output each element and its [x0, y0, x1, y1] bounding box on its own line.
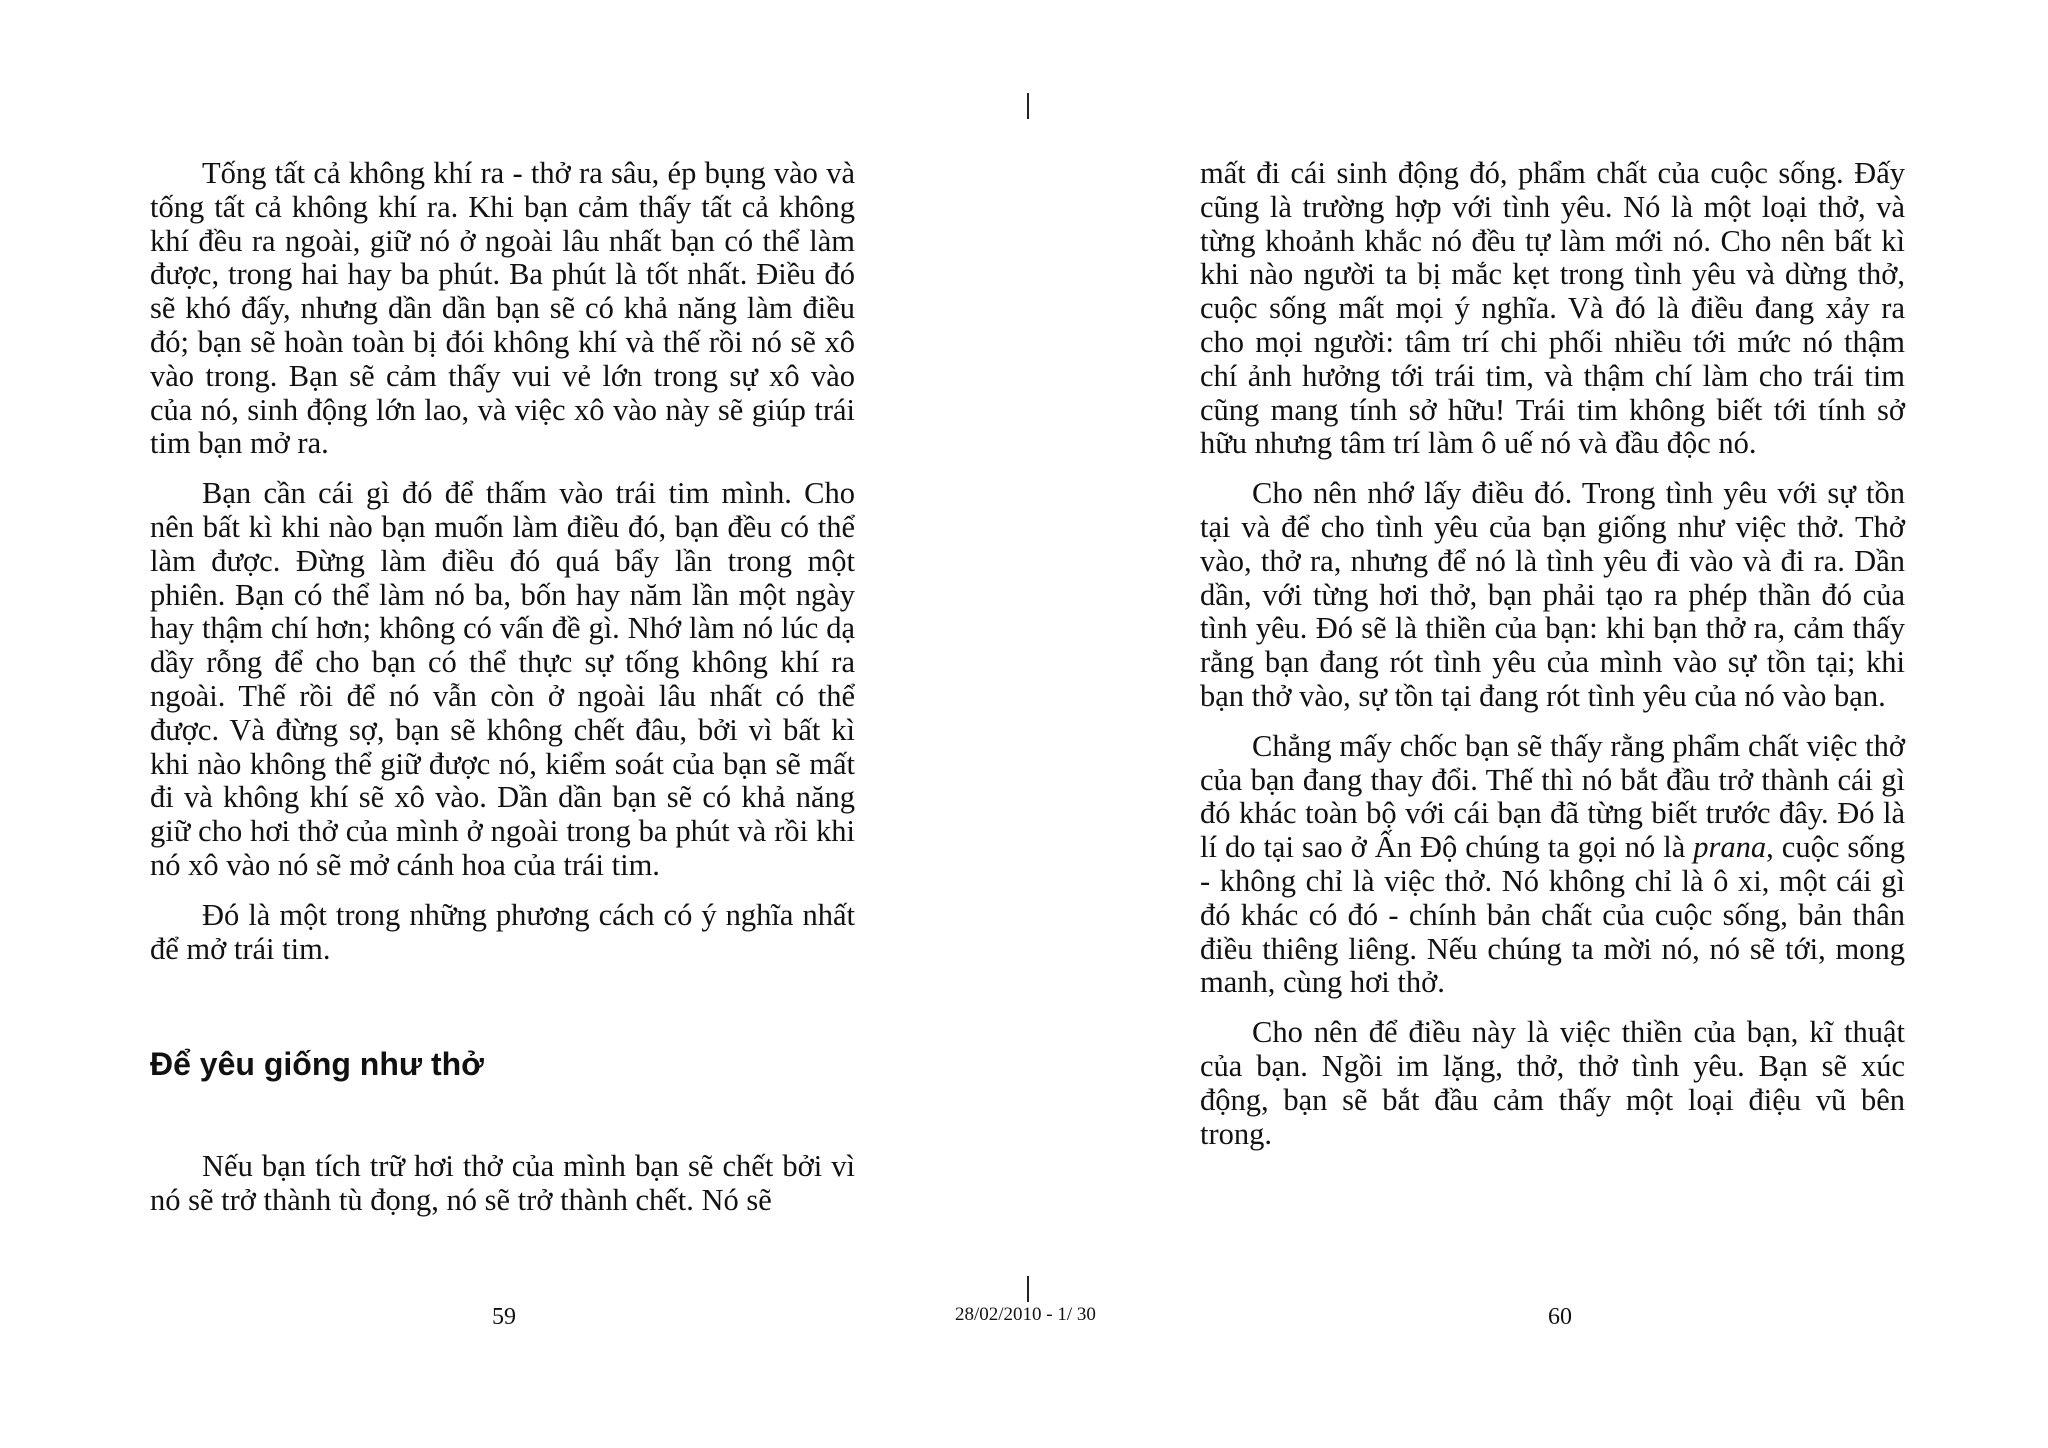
right-paragraph-continuation: mất đi cái sinh động đó, phẩm chất của cuộc sống. Đấy cũng là trường hợp với tình yêu. Nó là một loại thở, và từng khoảnh khắc nó đều tự làm mới nó. Cho nên bất kì khi nào người ta bị mắc kẹt trong tình yêu và dừng thở, cuộc sống mất mọi ý nghĩa. Và đó là điều đang xảy ra cho mọi người: tâm trí chi phối nhiều tới mức nó thậm chí ảnh hưởng tới trái tim, và thậm chí làm cho trái tim cũng mang tính sở hữu! Trái tim không biết tới tính sở hữu nhưng tâm trí làm ô uế nó và đầu độc nó. — [1200, 156, 1905, 461]
center-crop-mark-bottom — [1027, 1276, 1029, 1302]
right-paragraph-3 — [1200, 730, 1905, 1000]
left-page-body — [150, 157, 855, 1234]
left-paragraph-2: Bạn cần cái gì đó để thấm vào trái tim mình. Cho nên bất kì khi nào bạn muốn làm điều đó, bạn đều có thể làm được. Đừng làm điều đó quá bẩy lần trong một phiên. Bạn có thể làm nó ba, bốn hay năm lần một ngày hay thậm chí hơn; không có vấn đề gì. Nhớ làm nó lúc dạ dầy rỗng để cho bạn có thể thực sự tống không khí ra ngoài. Thế rồi để nó vẫn còn ở ngoài lâu nhất có thể được. Và đừng sợ, bạn sẽ không chết đâu, bởi vì bất kì khi nào không thể giữ được nó, kiểm soát của bạn sẽ mất đi và không khí sẽ xô vào. Dần dần bạn sẽ có khả năng giữ cho hơi thở của mình ở ngoài trong ba phút và rồi khi nó xô vào nó sẽ mở cánh hoa của trái tim. — [150, 476, 855, 882]
right-paragraph-3-end: , cuộc sống - không chỉ là việc thở. Nó không chỉ là ô xi, một cái gì đó khác có đó - chính bản chất của cuộc sống, bản thân điều thiêng liêng. Nếu chúng ta mời nó, nó sẽ tới, mong manh, cùng hơi thở. — [1200, 830, 1905, 1000]
right-paragraph-2: Cho nên nhớ lấy điều đó. Trong tình yêu với sự tồn tại và để cho tình yêu của bạn giống như việc thở. Thở vào, thở ra, nhưng để nó là tình yêu đi vào và đi ra. Dần dần, với từng hơi thở, bạn phải tạo ra phép thần đó của tình yêu. Đó sẽ là thiền của bạn: khi bạn thở ra, cảm thấy rằng bạn đang rót tình yêu của mình vào sự tồn tại; khi bạn thở vào, sự tồn tại đang rót tình yêu của nó vào bạn. — [1200, 476, 1905, 713]
right-paragraph-3-start: Chẳng mấy chốc bạn sẽ thấy rằng phẩm chất việc thở của bạn đang thay đổi. Thế thì nó bắt đầu trở thành cái gì đó khác toàn bộ với cái bạn đã từng biết trước đây. Đó là lí do tại sao ở Ấn Độ chúng ta gọi nó là — [1200, 728, 1905, 865]
prana-italic-word: prana — [1693, 830, 1767, 865]
footer-date-page: 28/02/2010 - 1/ 30 — [955, 1304, 1096, 1325]
right-paragraph-4: Cho nên để điều này là việc thiền của bạn, kĩ thuật của bạn. Ngồi im lặng, thở, thở tình yêu. Bạn sẽ xúc động, bạn sẽ bắt đầu cảm thấy một loại điệu vũ bên trong. — [1200, 1015, 1905, 1151]
right-page-body — [1200, 157, 1905, 1167]
left-page-number: 59 — [492, 1304, 516, 1330]
left-paragraph-after-heading: Nếu bạn tích trữ hơi thở của mình bạn sẽ chết bởi vì nó sẽ trở thành tù đọng, nó sẽ trở thành chết. Nó sẽ — [150, 1149, 855, 1218]
section-heading: Để yêu giống như thở — [150, 1046, 484, 1083]
left-paragraph-3: Đó là một trong những phương cách có ý nghĩa nhất để mở trái tim. — [150, 897, 855, 966]
right-page-number: 60 — [1548, 1304, 1572, 1330]
center-crop-mark-top — [1027, 93, 1029, 119]
left-paragraph-1: Tống tất cả không khí ra - thở ra sâu, ép bụng vào và tống tất cả không khí ra. Khi bạn cảm thấy tất cả không khí đều ra ngoài, giữ nó ở ngoài lâu nhất bạn có thể làm được, trong hai hay ba phút. Ba phút là tốt nhất. Điều đó sẽ khó đấy, nhưng dần dần bạn sẽ có khả năng làm điều đó; bạn sẽ hoàn toàn bị đói không khí và thế rồi nó sẽ xô vào trong. Bạn sẽ cảm thấy vui vẻ lớn trong sự xô vào của nó, sinh động lớn lao, và việc xô vào này sẽ giúp trái tim bạn mở ra. — [150, 156, 855, 461]
